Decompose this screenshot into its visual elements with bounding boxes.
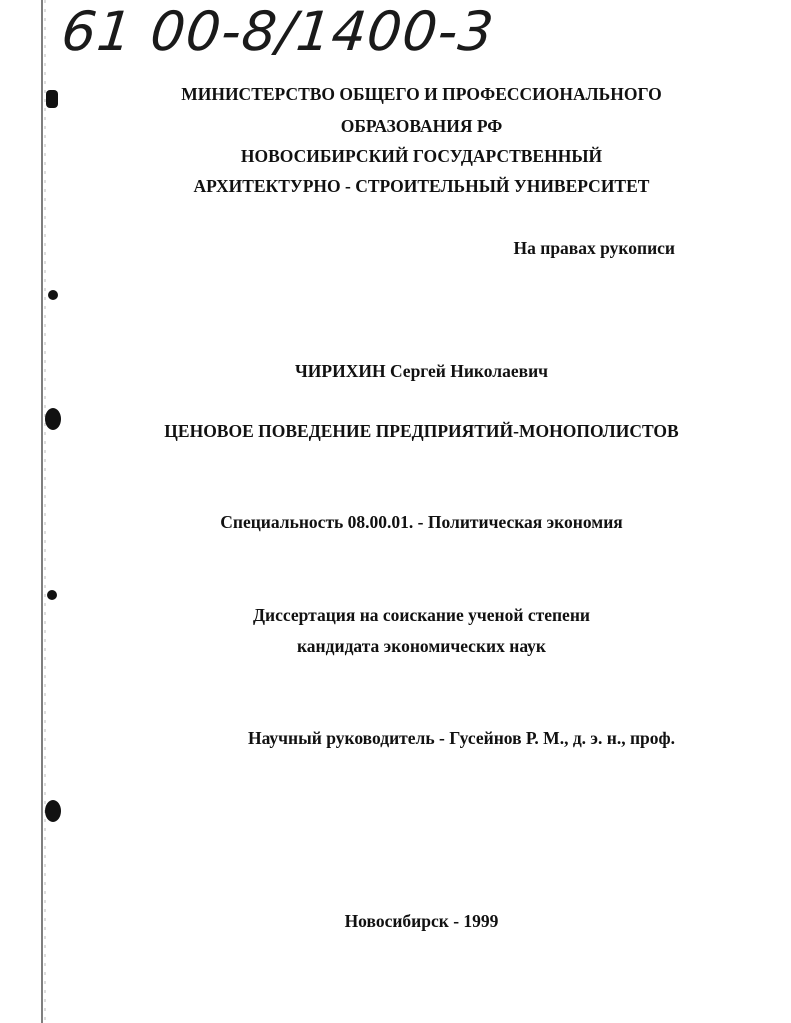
handwritten-archive-code: 61 00-8/1400-3: [58, 0, 498, 63]
punch-hole-mark: [45, 800, 61, 822]
university-line-2: АРХИТЕКТУРНО - СТРОИТЕЛЬНЫЙ УНИВЕРСИТЕТ: [193, 176, 650, 196]
author-name: ЧИРИХИН Сергей Николаевич: [294, 361, 549, 381]
punch-hole-mark: [47, 590, 57, 600]
degree-line-1: Диссертация на соискание ученой степени: [253, 605, 590, 625]
dissertation-title: ЦЕНОВОЕ ПОВЕДЕНИЕ ПРЕДПРИЯТИЙ-МОНОПОЛИСТОВ: [164, 421, 679, 441]
place-year: Новосибирск - 1999: [344, 911, 499, 931]
ministry-line-2: ОБРАЗОВАНИЯ РФ: [340, 116, 503, 136]
specialty-line: Специальность 08.00.01. - Политическая экономия: [220, 512, 623, 532]
degree-line-2: кандидата экономических наук: [296, 636, 547, 656]
supervisor-line: Научный руководитель - Гусейнов Р. М., д. э. н., проф.: [247, 728, 675, 748]
university-line-1: НОВОСИБИРСКИЙ ГОСУДАРСТВЕННЫЙ: [240, 146, 603, 166]
ministry-line-1: МИНИСТЕРСТВО ОБЩЕГО И ПРОФЕССИОНАЛЬНОГО: [181, 84, 662, 104]
rights-note: На правах рукописи: [513, 238, 675, 258]
punch-hole-mark: [48, 290, 58, 300]
